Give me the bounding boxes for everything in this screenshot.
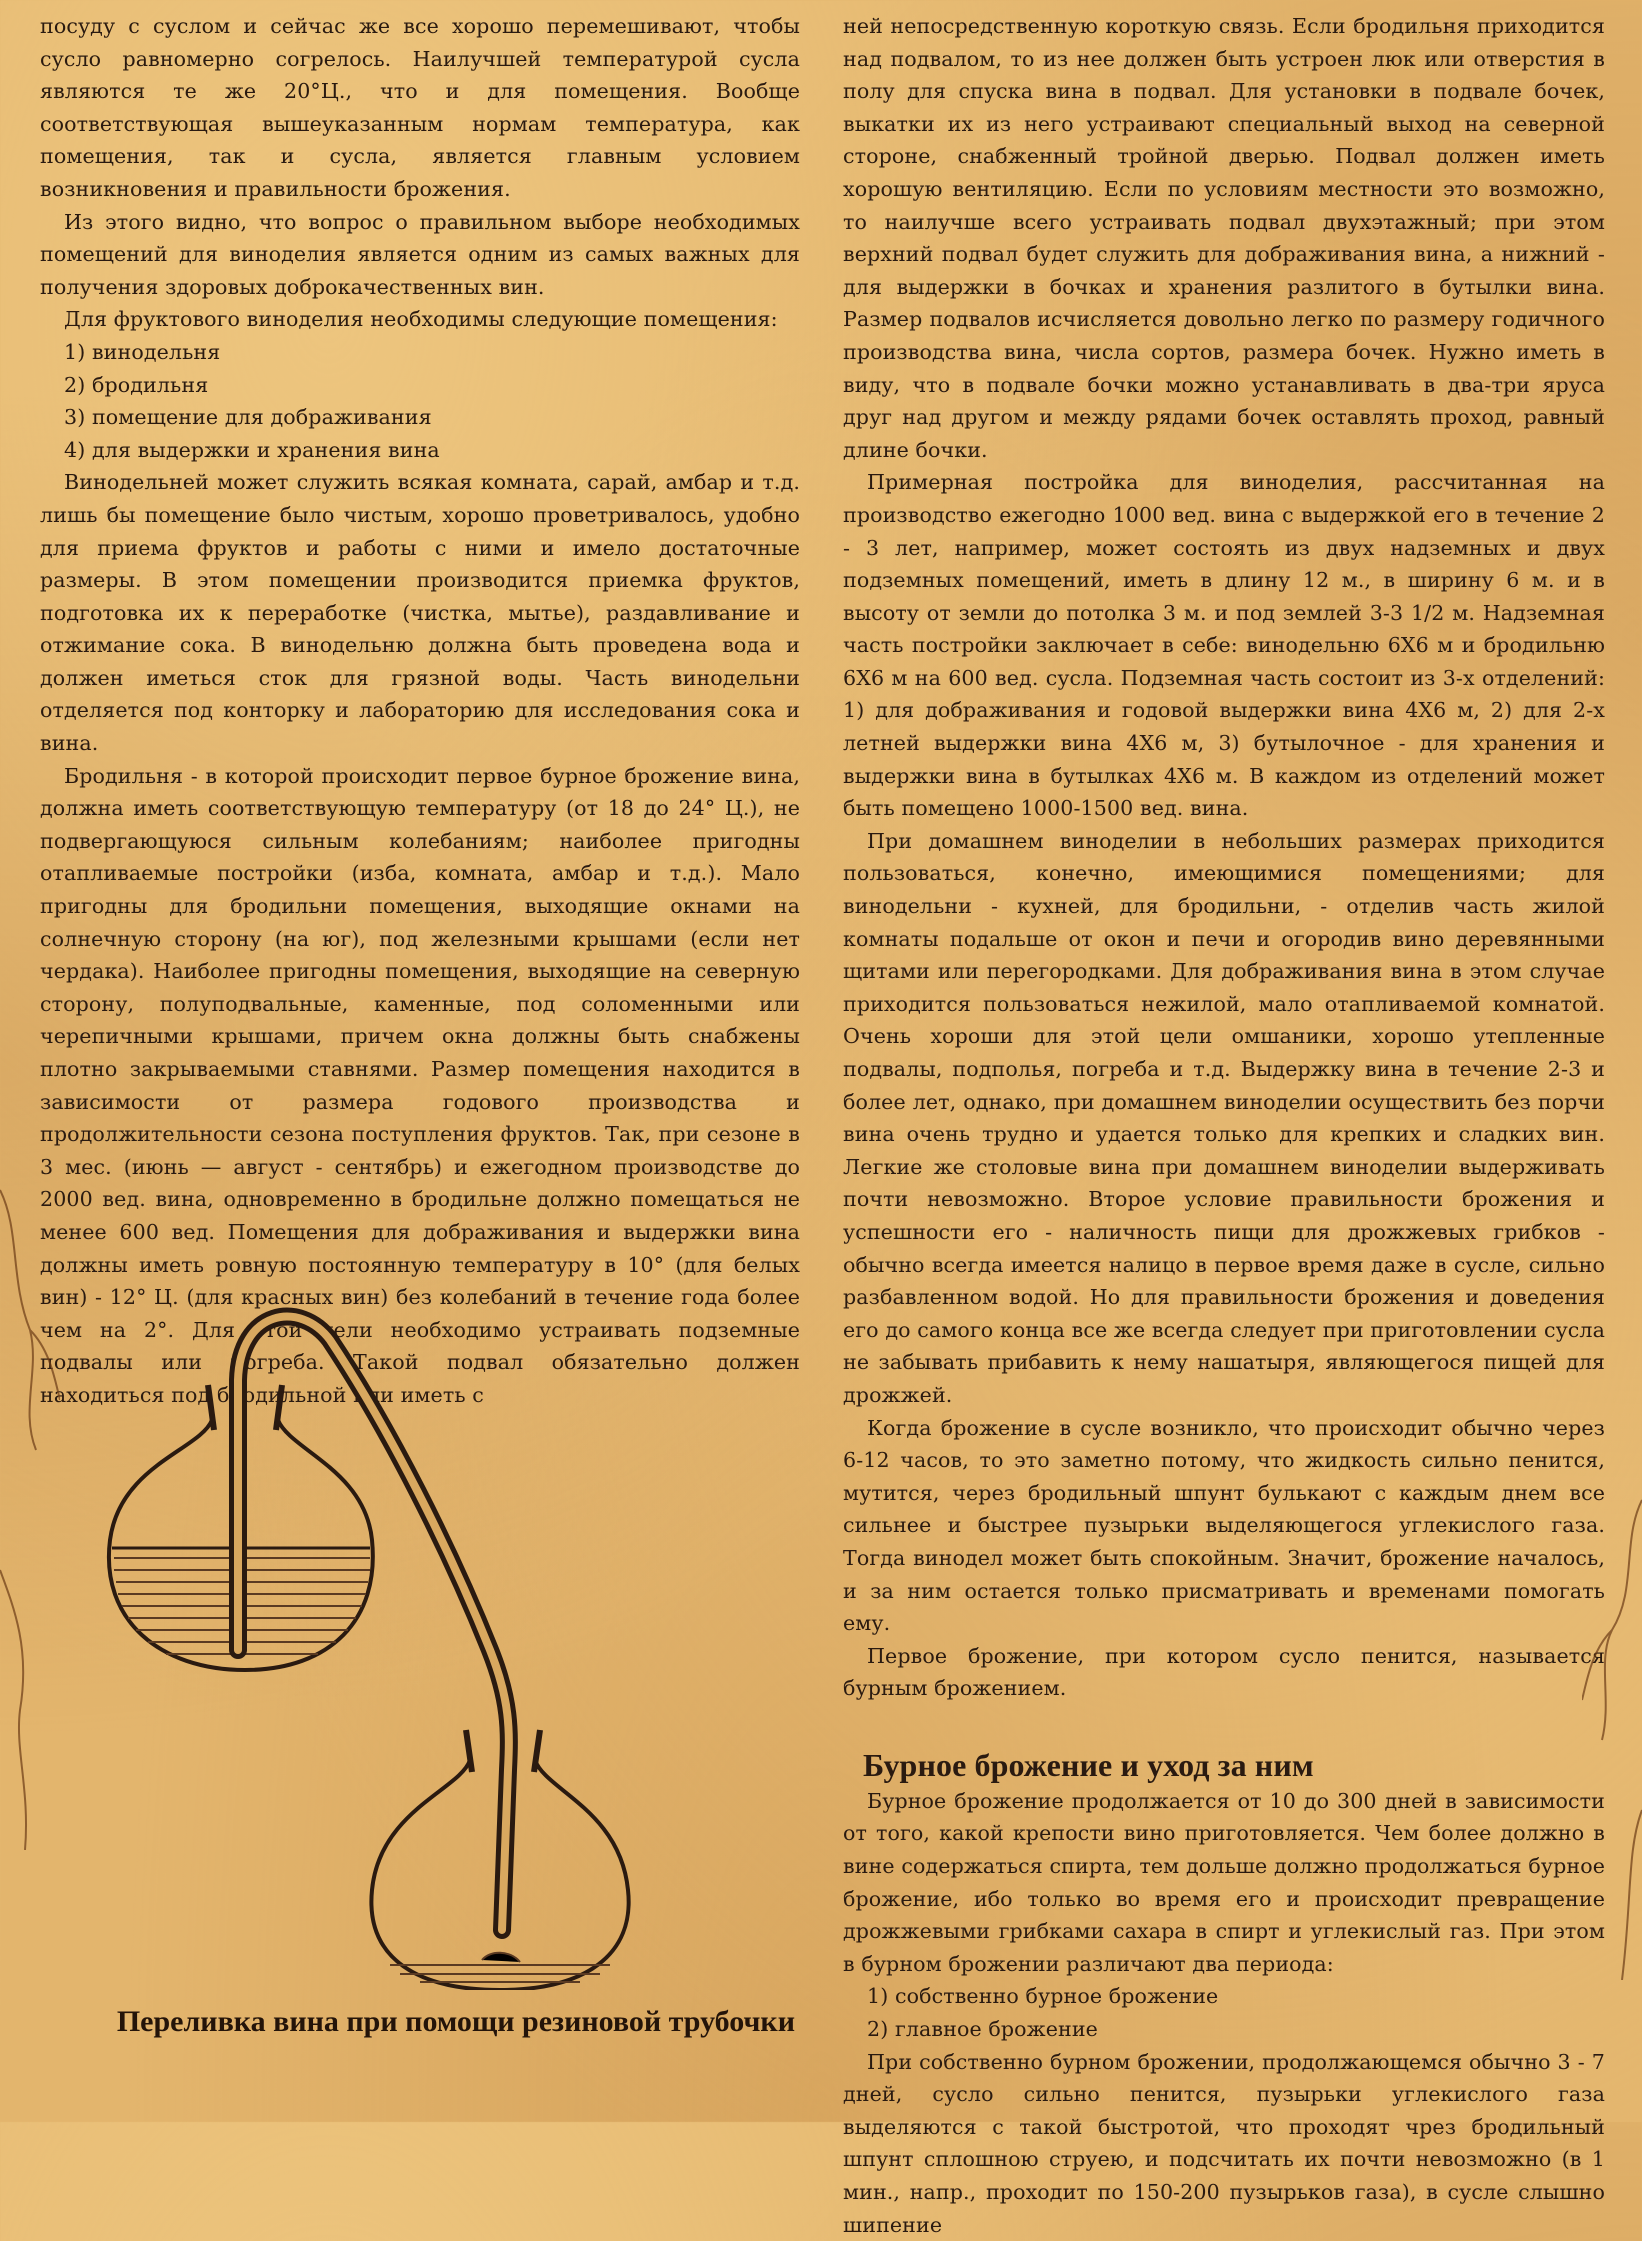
list-item: 4) для выдержки и хранения вина bbox=[64, 437, 440, 462]
illustration-caption: Переливка вина при помощи резиновой трубочки bbox=[116, 2005, 795, 2038]
list-item: 2) главное брожение bbox=[867, 2017, 1098, 2042]
left-column bbox=[40, 10, 800, 1412]
paragraph: Первое брожение, при котором сусло пенится, называется бурным брожением. bbox=[843, 1643, 1605, 1701]
section-heading: Бурное брожение и уход за ним bbox=[863, 1746, 1314, 1783]
paragraph: Для фруктового виноделия необходимы следующие помещения: bbox=[64, 307, 778, 332]
paragraph: посуду с суслом и сейчас же все хорошо перемешивают, чтобы сусло равномерно согрелось. Наилучшей температурой сусла являются те же 20°Ц., что и для помещения. Вообще соответствующая вышеуказанным нормам температура, как помещения, так и сусла, является главным условием возникновения и правильности брожения. bbox=[40, 14, 800, 201]
list-item: 2) бродильня bbox=[64, 372, 209, 397]
list-item: 1) винодельня bbox=[64, 339, 221, 364]
list-item: 3) помещение для дображивания bbox=[64, 405, 432, 430]
right-column bbox=[843, 10, 1605, 2241]
siphon-illustration bbox=[90, 1290, 790, 1990]
paragraph: При собственно бурном брожении, продолжающемся обычно 3 - 7 дней, сусло сильно пенится, пузырьки углекислого газа выделяются с такой быстротой, что проходят чрез бродильный шпунт сплошною струею, и подсчитать их почти невозможно (в 1 мин., напр., проходит по 150-200 пузырьков газа), в сусле слышно шипение bbox=[843, 2049, 1605, 2237]
paragraph: Когда брожение в сусле возникло, что происходит обычно через 6-12 часов, то это заметно потому, что жидкость сильно пенится, мутится, через бродильный шпунт булькают с каждым днем все сильнее и быстрее пузырьки выделяющегося углекислого газа. Тогда винодел может быть спокойным. Значит, брожение началось, и за ним остается только присматривать и временами помогать ему. bbox=[843, 1415, 1605, 1636]
paragraph: ней непосредственную короткую связь. Если бродильня приходится над подвалом, то из нее должен быть устроен люк или отверстия в полу для спуска вина в подвал. Для установки в подвале бочек, выкатки их из него устраивают специальный выход на северной стороне, снабженный тройной дверью. Подвал должен иметь хорошую вентиляцию. Если по условиям местности это возможно, то наилучше всего устраивать подвал двухэтажный; при этом верхний подвал будет служить для дображивания вина, а нижний - для выдержки в бочках и хранения разлитого в бутылки вина. Размер подвалов исчисляется довольно легко по размеру годичного производства вина, числа сортов, размера бочек. Нужно иметь в виду, что в подвале бочки можно устанавливать в два-три яруса друг над другом и между рядами бочек оставлять проход, равный длине бочки. bbox=[843, 14, 1605, 462]
paragraph: Бродильня - в которой происходит первое бурное брожение вина, должна иметь соответствующую температуру (от 18 до 24° Ц.), не подвергающуюся сильным колебаниям; наиболее пригодны отапливаемые постройки (изба, комната, амбар и т.д.). Мало пригодны для бродильни помещения, выходящие окнами на солнечную сторону (на юг), под железными крышами (если нет чердака). Наиболее пригодны помещения, выходящие на северную сторону, полуподвальные, каменные, под соломенными или черепичными крышами, причем окна должны быть снабжены плотно закрываемыми ставнями. Размер помещения находится в зависимости от размера годового производства и продолжительности сезона поступления фруктов. Так, при сезоне в 3 мес. (июнь — август - сентябрь) и ежегодном производстве до 2000 вед. вина, одновременно в бродильне должно помещаться не менее 600 вед. Помещения для дображивания и выдержки вина должны иметь ровную постоянную температуру в 10° (для белых вин) - 12° Ц. (для красных вин) без колебаний в течение года более чем на 2°. Для этой цели необходимо устраивать подземные подвалы или погреба. Такой подвал обязательно должен находиться под бродильной или иметь с bbox=[40, 763, 800, 1407]
paragraph: Винодельней может служить всякая комната, сарай, амбар и т.д. лишь бы помещение было чистым, хорошо проветривалось, удобно для приема фруктов и работы с ними и имело достаточные размеры. В этом помещении производится приемка фруктов, подготовка их к переработке (чистка, мытье), раздавливание и отжимание сока. В винодельню должна быть проведена вода и должен иметься сток для грязной воды. Часть винодельни отделяется под конторку и лабораторию для исследования сока и вина. bbox=[40, 470, 800, 756]
paragraph: Из этого видно, что вопрос о правильном выборе необходимых помещений для виноделия является одним из самых важных для получения здоровых доброкачественных вин. bbox=[40, 209, 800, 299]
paragraph: Примерная постройка для виноделия, рассчитанная на производство ежегодно 1000 вед. вина с выдержкой его в течение 2 - 3 лет, например, может состоять из двух надземных и двух подземных помещений, иметь в длину 12 м., в ширину 6 м. и в высоту от земли до потолка 3 м. и под землей 3-3 1/2 м. Надземная часть постройки заключает в себе: винодельню 6Х6 м и бродильню 6Х6 м на 600 вед. сусла. Подземная часть состоит из 3-х отделений: 1) для дображивания и годовой выдержки вина 4Х6 м, 2) для 2-х летней выдержки вина 4Х6 м, 3) бутылочное - для хранения и выдержки вина в бутылках 4Х6 м. В каждом из отделений может быть помещено 1000-1500 вед. вина. bbox=[843, 470, 1605, 821]
paragraph: Бурное брожение продолжается от 10 до 300 дней в зависимости от того, какой крепости вино приготовляется. Чем более должно в вине содержаться спирта, тем дольше должно продолжаться бурное брожение, ибо только во время его и происходит превращение дрожжевыми грибками сахара в спирт и углекислый газ. При этом в бурном брожении различают два периода: bbox=[843, 1788, 1605, 1976]
list-item: 1) собственно бурное брожение bbox=[867, 1984, 1219, 2009]
paragraph: При домашнем виноделии в небольших размерах приходится пользоваться, конечно, имеющимися помещениями; для винодельни - кухней, для бродильни, - отделив часть жилой комнаты подальше от окон и печи и огородив вино деревянными щитами или перегородками. Для дображивания вина в этом случае приходится пользоваться нежилой, мало отапливаемой комнатой. Очень хороши для этой цели омшаники, хорошо утепленные подвалы, подполья, погреба и т.д. Выдержку вина в течение 2-3 и более лет, однако, при домашнем виноделии осуществить без порчи вина очень трудно и удается только для крепких и сладких вин. Легкие же столовые вина при домашнем виноделии выдерживать почти невозможно. Второе условие правильности брожения и успешности его - наличность пищи для дрожжевых грибков - обычно всегда имеется налицо в первое время даже в сусле, сильно разбавленном водой. Но для правильности брожения и доведения его до самого конца все же всегда следует при приготовлении сусла не забывать прибавить к нему нашатыря, являющегося пищей для дрожжей. bbox=[843, 828, 1605, 1407]
